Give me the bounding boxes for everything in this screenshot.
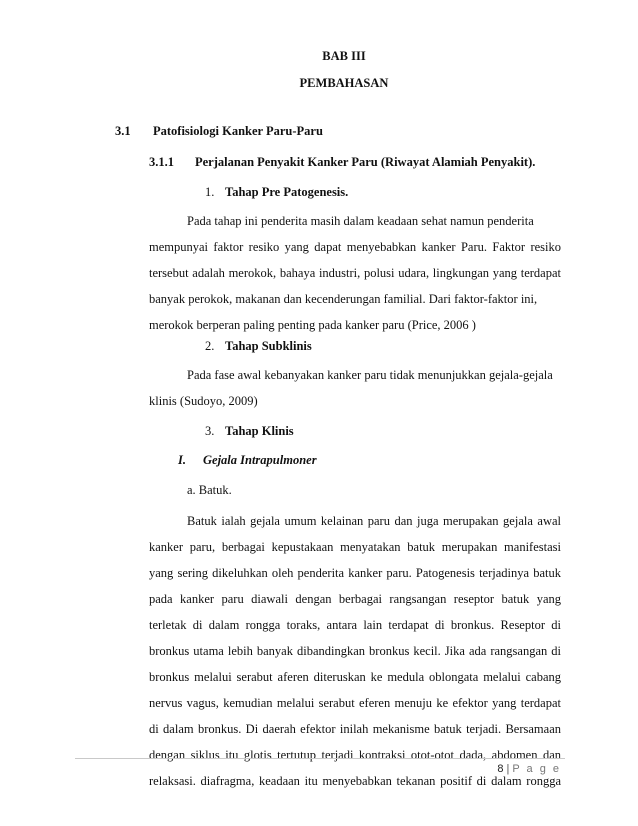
paragraph-line: bronkus utama lebih banyak dibandingkan bronkus kecil. Jika ada rangsangan di [149, 644, 561, 658]
chapter-label: BAB III [322, 49, 366, 63]
page-footer [497, 763, 561, 775]
subsection-title: Perjalanan Penyakit Kanker Paru (Riwayat Alamiah Penyakit). [195, 155, 536, 169]
group1-title: Gejala Intrapulmoner [203, 453, 317, 467]
batuk-paragraph [149, 508, 561, 794]
stage1-number: 1. [205, 185, 215, 199]
paragraph-line: yang sering dikeluhkan oleh penderita kanker paru. Patogenesis terjadinya batuk [149, 566, 561, 580]
paragraph-line: tersebut adalah merokok, bahaya industri, polusi udara, lingkungan yang terdapat [149, 266, 561, 280]
paragraph-line: Pada fase awal kebanyakan kanker paru tidak menunjukkan gejala-gejala [187, 368, 553, 382]
subsection-number: 3.1.1 [149, 155, 174, 169]
paragraph-line: terletak di dalam rongga toraks, antara lain terdapat di bronkus. Reseptor di [149, 618, 561, 632]
paragraph-line: klinis (Sudoyo, 2009) [149, 394, 258, 408]
stage3-number: 3. [205, 424, 215, 438]
section-number: 3.1 [115, 124, 131, 138]
paragraph-line: nervus vagus, kemudian melalui serabut eferen menuju ke efektor yang terdapat [149, 696, 561, 710]
paragraph-line: dengan siklus itu glotis tertutup terjadi kontraksi otot-otot dada, abdomen dan [149, 748, 561, 762]
group1-number: I. [178, 453, 186, 467]
item-a-label: a. Batuk. [187, 483, 232, 497]
page-label: P a g e [512, 763, 561, 775]
chapter-title: PEMBAHASAN [299, 76, 389, 90]
paragraph-line: Pada tahap ini penderita masih dalam keadaan sehat namun penderita [187, 214, 534, 228]
paragraph-line: Batuk ialah gejala umum kelainan paru dan juga merupakan gejala awal [187, 514, 561, 528]
stage1-paragraph [149, 208, 561, 338]
paragraph-line: pada kanker paru diawali dengan berbagai rangsangan reseptor batuk yang [149, 592, 561, 606]
paragraph-line: kanker paru, berbagai kepustakaan menyatakan batuk merupakan manifestasi [149, 540, 561, 554]
page-number: 8 [497, 763, 504, 775]
footer-separator: | [506, 763, 510, 775]
paragraph-line: di dalam bronkus. Di daerah efektor inilah mekanisme batuk terjadi. Bersamaan [149, 722, 561, 736]
stage1-title: Tahap Pre Patogenesis. [225, 185, 349, 199]
paragraph-line: relaksasi. diafragma, keadaan itu menyebabkan tekanan positif di dalam rongga [149, 774, 561, 788]
section-title: Patofisiologi Kanker Paru-Paru [153, 124, 323, 138]
paragraph-line: merokok berperan paling penting pada kanker paru (Price, 2006 ) [149, 318, 476, 332]
paragraph-line: mempunyai faktor resiko yang dapat menyebabkan kanker Paru. Faktor resiko [149, 240, 561, 254]
stage3-title: Tahap Klinis [225, 424, 294, 438]
stage2-title: Tahap Subklinis [225, 339, 312, 353]
footer-divider [75, 758, 565, 759]
paragraph-line: bronkus melalui serabut aferen diteruskan ke medula oblongata melalui cabang [149, 670, 561, 684]
stage2-paragraph [149, 362, 561, 414]
stage2-number: 2. [205, 339, 215, 353]
paragraph-line: banyak perokok, makanan dan kecenderungan familial. Dari faktor-faktor ini, [149, 292, 538, 306]
